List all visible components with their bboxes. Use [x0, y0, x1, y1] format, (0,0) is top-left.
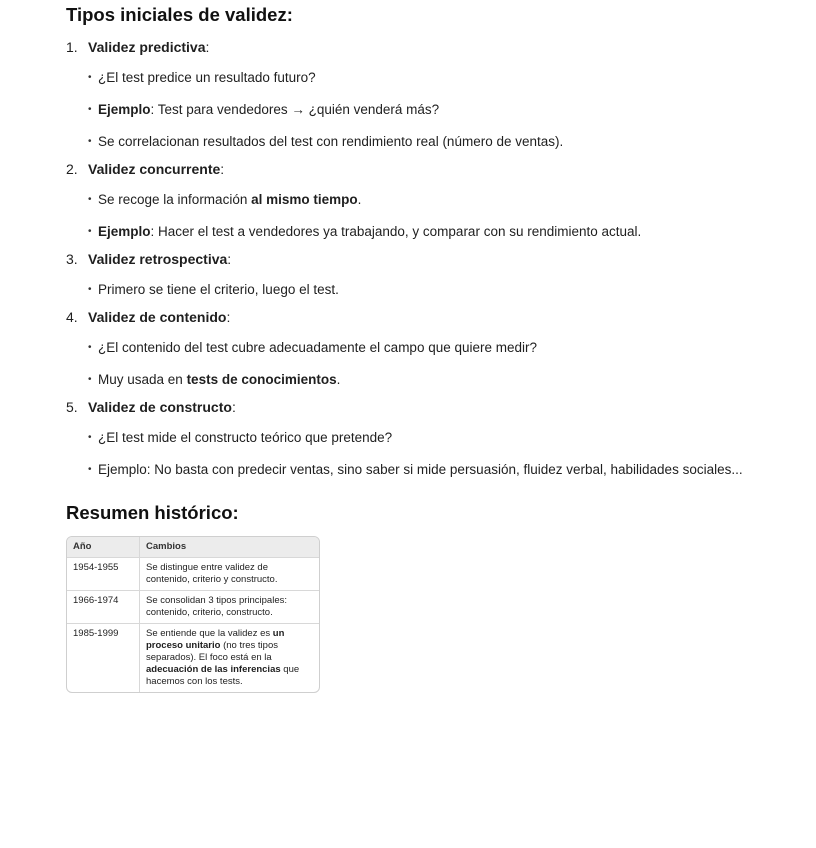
validity-type-item — [66, 36, 796, 152]
validity-type-heading — [66, 36, 796, 58]
validity-type-item — [66, 158, 796, 242]
bullet-item — [88, 460, 796, 480]
bullet-item — [88, 100, 796, 120]
bold-text: adecuación de las inferencias — [146, 664, 281, 675]
text-segment: Ejemplo: No basta con predecir ventas, sino saber si mide persuasión, fluidez verbal, habilidades sociales... — [98, 462, 743, 477]
bullet-item — [88, 68, 796, 88]
text-segment: ¿El test mide el constructo teórico que pretende? — [98, 430, 393, 445]
text-segment: Se recoge la información — [98, 192, 252, 207]
year-cell: 1966-1974 — [67, 591, 140, 624]
text-segment: ¿El test predice un resultado futuro? — [98, 70, 316, 85]
year-cell: 1985-1999 — [67, 624, 140, 692]
bullet-item — [88, 338, 796, 358]
bold-text: tests de conocimientos — [186, 372, 337, 387]
text-segment: (no tres tipos separados). El foco está en la — [146, 640, 278, 663]
text-segment: Se entiende que la validez es — [146, 628, 273, 639]
bullet-list — [66, 190, 796, 242]
column-header-changes: Cambios — [140, 537, 319, 558]
changes-cell — [140, 624, 319, 692]
validity-type-item — [66, 396, 796, 480]
bold-text: Ejemplo — [98, 102, 151, 117]
table-header-row — [67, 537, 319, 558]
bold-text: Ejemplo — [98, 224, 151, 239]
bullet-item — [88, 370, 796, 390]
bullet-item — [88, 132, 796, 152]
list-number: 5. — [66, 399, 78, 415]
text-segment: Se distingue entre validez de contenido, criterio y constructo. — [146, 562, 278, 585]
changes-cell — [140, 591, 319, 624]
validity-type-name: Validez de constructo — [88, 399, 232, 415]
colon: : — [205, 39, 210, 55]
list-number: 1. — [66, 39, 78, 55]
bullet-list — [66, 68, 796, 152]
bullet-item — [88, 190, 796, 210]
bullet-list — [66, 338, 796, 390]
year-cell: 1954-1955 — [67, 558, 140, 591]
validity-type-name: Validez predictiva — [88, 39, 206, 55]
list-number: 4. — [66, 309, 78, 325]
table-row — [67, 591, 319, 624]
validity-type-heading — [66, 306, 796, 328]
text-segment: Muy usada en — [98, 372, 187, 387]
history-table — [66, 536, 320, 693]
text-segment: Primero se tiene el criterio, luego el test. — [98, 282, 339, 297]
text-segment: Se consolidan 3 tipos principales: contenido, criterio, constructo. — [146, 595, 288, 618]
colon: : — [231, 399, 236, 415]
text-segment: ¿El contenido del test cubre adecuadamente el campo que quiere medir? — [98, 340, 538, 355]
column-header-year: Año — [67, 537, 140, 558]
section-title-validity-types: Tipos iniciales de validez: — [66, 4, 293, 25]
bold-text: al mismo tiempo — [251, 192, 358, 207]
validity-type-heading — [66, 396, 796, 418]
table-row — [67, 558, 319, 591]
validity-type-name: Validez concurrente — [88, 161, 221, 177]
bullet-item — [88, 222, 796, 242]
colon: : — [226, 309, 231, 325]
section-title-history: Resumen histórico: — [66, 502, 239, 523]
validity-type-heading — [66, 248, 796, 270]
colon: : — [227, 251, 232, 267]
validity-type-item — [66, 306, 796, 390]
changes-cell — [140, 558, 319, 591]
bold-text: un proceso unitario — [146, 628, 285, 651]
text-segment: . — [357, 192, 362, 207]
colon: : — [220, 161, 225, 177]
text-segment: : Hacer el test a vendedores ya trabajando, y comparar con su rendimiento actual. — [150, 224, 642, 239]
bullet-item — [88, 428, 796, 448]
text-segment: que hacemos con los tests. — [146, 664, 300, 687]
text-segment: : Test para vendedores → ¿quién venderá más? — [150, 102, 440, 117]
list-number: 3. — [66, 251, 78, 267]
bullet-item — [88, 280, 796, 300]
validity-types-list — [66, 36, 796, 480]
validity-type-item — [66, 248, 796, 300]
text-segment: Se correlacionan resultados del test con rendimiento real (número de ventas). — [98, 134, 564, 149]
bullet-list — [66, 280, 796, 300]
validity-type-name: Validez retrospectiva — [88, 251, 228, 267]
text-segment: . — [336, 372, 341, 387]
validity-type-heading — [66, 158, 796, 180]
table-row — [67, 624, 319, 692]
bullet-list — [66, 428, 796, 480]
validity-type-name: Validez de contenido — [88, 309, 227, 325]
list-number: 2. — [66, 161, 78, 177]
